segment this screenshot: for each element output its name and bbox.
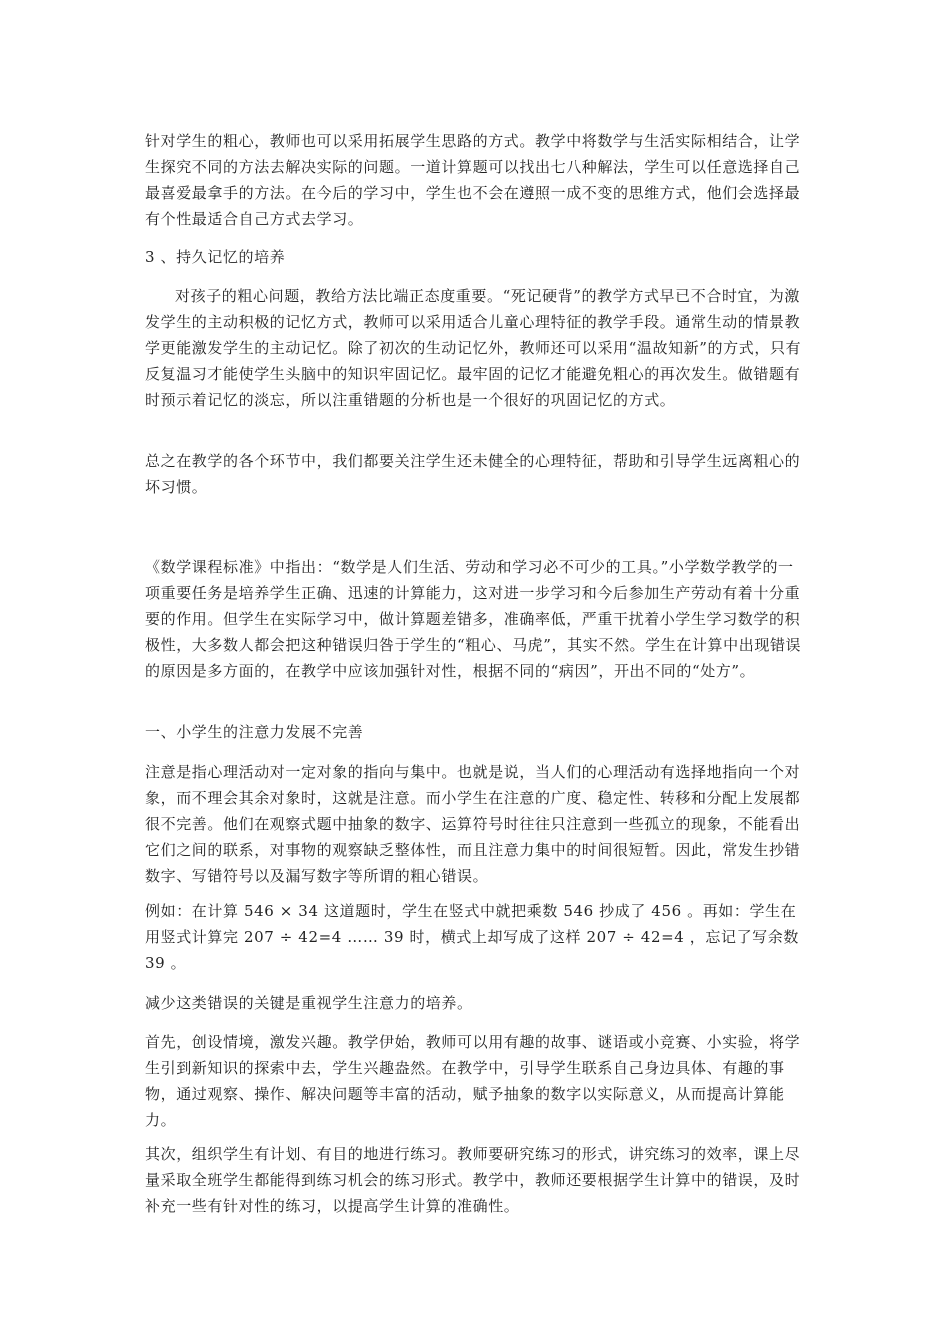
section-heading-attention: 一、小学生的注意力发展不完善 [145,723,364,741]
paragraph-example: 例如：在计算 546 × 34 这道题时，学生在竖式中就把乘数 546 抄成了 456 。再如：学生在用竖式计算完 207 ÷ 42=4 …… 39 时，横式上却写成了这样 207 ÷ 42=4 ，忘记了写余数 39 。 [145,902,799,972]
paragraph-first: 首先，创设情境，激发兴趣。教学伊始，教师可以用有趣的故事、谜语或小竞赛、小实验，将学生引到新知识的探索中去，学生兴趣盎然。在教学中，引导学生联系自己身边具体、有趣的事物，通过观察、操作、解决问题等丰富的活动，赋予抽象的数字以实际意义，从而提高计算能力。 [145,1033,801,1129]
paragraph-memory-training: 对孩子的粗心问题，教给方法比端正态度重要。“死记硬背”的教学方式早已不合时宜，为激发学生的主动积极的记忆方式，教师可以采用适合儿童心理特征的教学手段。通常生动的情景教学更能激发学生的主动记忆。除了初次的生动记忆外，教师还可以采用“温故知新”的方式，只有反复温习才能使学生头脑中的知识牢固记忆。最牢固的记忆才能避免粗心的再次发生。做错题有时预示着记忆的淡忘，所以注重错题的分析也是一个很好的巩固记忆的方式。 [145,287,802,409]
paragraph-conclusion: 总之在教学的各个环节中，我们都要关注学生还未健全的心理特征，帮助和引导学生远离粗心的坏习惯。 [145,452,801,496]
paragraph-key-point: 减少这类错误的关键是重视学生注意力的培养。 [145,994,473,1012]
section-heading-memory: 3 、持久记忆的培养 [145,248,286,266]
paragraph-second: 其次，组织学生有计划、有目的地进行练习。教师要研究练习的形式，讲究练习的效率，课上尽量采取全班学生都能得到练习机会的练习形式。教学中，教师还要根据学生计算中的错误，及时补充一些有针对性的练习，以提高学生计算的准确性。 [145,1145,801,1215]
paragraph-broaden-thinking: 针对学生的粗心，教师也可以采用拓展学生思路的方式。教学中将数学与生活实际相结合，让学生探究不同的方法去解决实际的问题。一道计算题可以找出七八种解法，学生可以任意选择自己最喜爱最拿手的方法。在今后的学习中，学生也不会在遵照一成不变的思维方式，他们会选择最有个性最适合自己方式去学习。 [145,132,801,228]
paragraph-curriculum-standard: 《数学课程标准》中指出：“数学是人们生活、劳动和学习必不可少的工具。”小学数学教学的一项重要任务是培养学生正确、迅速的计算能力，这对进一步学习和今后参加生产劳动有着十分重要的作用。但学生在实际学习中，做计算题差错多，准确率低，严重干扰着小学生学习数学的积极性，大多数人都会把这种错误归咎于学生的“粗心、马虎”，其实不然。学生在计算中出现错误的原因是多方面的，在教学中应该加强针对性，根据不同的“病因”，开出不同的“处方”。 [145,558,802,680]
paragraph-attention-definition: 注意是指心理活动对一定对象的指向与集中。也就是说，当人们的心理活动有选择地指向一个对象，而不理会其余对象时，这就是注意。而小学生在注意的广度、稳定性、转移和分配上发展都很不完善。他们在观察式题中抽象的数字、运算符号时往往只注意到一些孤立的现象，不能看出它们之间的联系，对事物的观察缺乏整体性，而且注意力集中的时间很短暂。因此，常发生抄错数字、写错符号以及漏写数字等所谓的粗心错误。 [145,763,801,885]
